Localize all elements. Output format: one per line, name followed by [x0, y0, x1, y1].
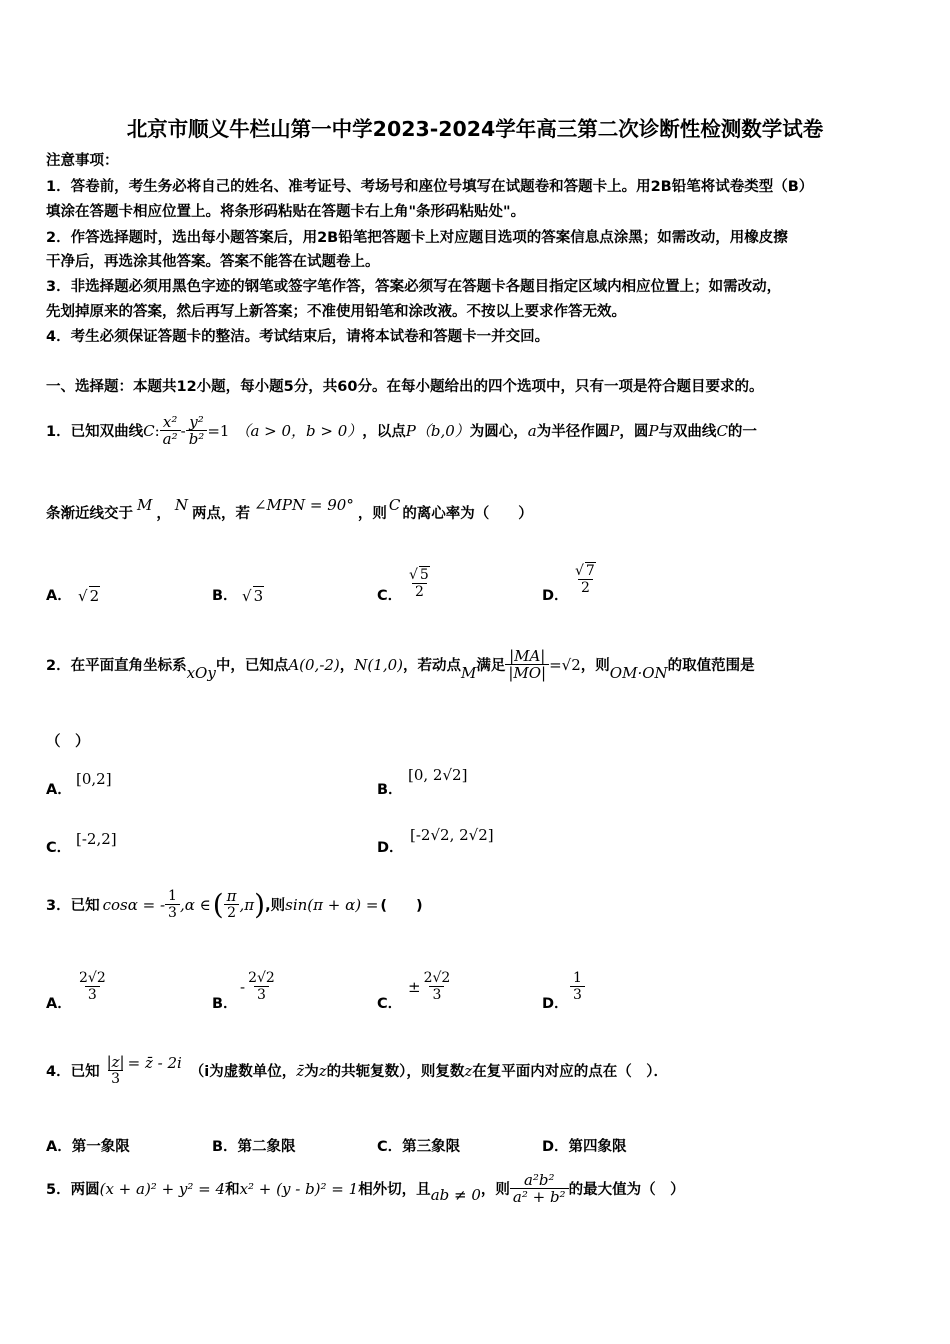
q3-option-d-den: 3: [570, 986, 585, 1003]
q2-option-c-value: [-2,2]: [76, 830, 117, 848]
question-5-line: [46, 1172, 685, 1205]
q2-math: OM·ON: [609, 663, 668, 682]
q2-text: ，则: [580, 658, 610, 674]
q4-math: = z̄ - 2i: [127, 1053, 182, 1072]
q1-frac-den: a²: [160, 430, 181, 447]
q3-frac-num: 1: [168, 888, 177, 904]
q2-math: N(1,0): [354, 655, 403, 674]
q1-option-d-num: √ 7: [575, 563, 595, 579]
q4-option-a: A．第一象限: [46, 1139, 130, 1155]
q3-pi-fraction: [224, 888, 240, 921]
q1-frac-num: x²: [162, 413, 178, 431]
notice-line: 先划掉原来的答案，然后再写上新答案；不准使用铅笔和涂改液。不按以上要求作答无效。: [46, 304, 626, 320]
q2-math: =√2: [549, 655, 581, 674]
q3-math: ,π: [239, 895, 255, 914]
q3-option-d-fraction: [570, 970, 585, 1003]
q2-option-b-value: [0, 2√2]: [408, 766, 468, 784]
q5-frac-den: a² + b²: [510, 1188, 569, 1205]
q3-option-c-sign: ±: [408, 977, 421, 996]
q3-text: ,则: [265, 898, 286, 914]
question-1-line-1: [46, 414, 757, 447]
q5-text: ，则: [480, 1182, 510, 1198]
q1-option-a-radicand: 2: [89, 587, 100, 605]
q5-text: 5．两圆: [46, 1182, 100, 1198]
q3-option-b-label: B．: [212, 996, 238, 1012]
q5-math: x² + (y - b)² = 1: [239, 1179, 359, 1198]
q2-math: M: [460, 663, 477, 682]
q1-math: ∠MPN = 90°: [253, 495, 354, 514]
q2-option-d-value: [-2√2, 2√2]: [410, 826, 494, 844]
q1-math: -: [180, 421, 186, 440]
q1-option-d-value: [572, 562, 599, 596]
q3-option-b-num: 2√2: [248, 970, 275, 986]
q4-text: 4．已知: [46, 1064, 100, 1080]
q1-math: C: [388, 495, 401, 514]
q4-option-c: C．第三象限: [377, 1139, 461, 1155]
notice-line: 2．作答选择题时，选出每小题答案后，用2B铅笔把答题卡上对应题目选项的答案信息点涂黑；如需改动，用橡皮擦: [46, 230, 788, 246]
q2-option-a-label: A．: [46, 782, 72, 798]
section-heading: 一、选择题：本题共12小题，每小题5分，共60分。在每小题给出的四个选项中，只有一项是符合题目要求的。: [46, 379, 764, 395]
q2-text: ，: [339, 658, 355, 674]
q2-fraction: [505, 648, 549, 681]
notice-line: 填涂在答题卡相应位置上。将条形码粘贴在答题卡右上角"条形码粘贴处"。: [46, 204, 526, 220]
q1-math: P: [648, 421, 659, 440]
q3-option-c-fraction: [421, 970, 454, 1003]
q1-fraction-y: [186, 414, 208, 447]
q1-option-c-num: √ 5: [409, 567, 429, 583]
q4-text: （i为虚数单位，: [189, 1064, 297, 1080]
q1-option-a-value: √ 2: [78, 587, 100, 605]
q3-option-d-label: D．: [542, 996, 569, 1012]
q3-option-b-fraction: [245, 970, 278, 1003]
q2-math: xOy: [186, 663, 216, 682]
notice-line: 干净后，再选涂其他答案。答案不能答在试题卷上。: [46, 254, 380, 270]
q4-math: z̄: [296, 1061, 305, 1080]
q3-option-b-den: 3: [254, 986, 269, 1003]
q2-math: A(0,-2): [288, 655, 340, 674]
q1-text: ，则: [357, 506, 387, 522]
q4-text: 的共轭复数），则复数: [326, 1064, 465, 1080]
q3-pi-num: π: [226, 887, 237, 905]
q3-option-c-value: [408, 970, 453, 1003]
question-2-line-1: [46, 648, 755, 681]
q1-math: a: [527, 421, 537, 440]
q2-frac-num: |MA|: [509, 647, 546, 665]
q3-option-a-fraction: [76, 970, 109, 1003]
q1-text: 的离心率为（ ）: [402, 506, 533, 522]
q1-text: ，: [156, 506, 171, 522]
question-1-line-2: [46, 495, 533, 523]
q2-text: 中，已知点: [215, 658, 289, 674]
q1-option-d-label: D．: [542, 588, 569, 604]
q3-paren-right: ): [254, 888, 266, 921]
q4-option-b: B．第二象限: [212, 1139, 296, 1155]
q1-option-d-fraction: [572, 562, 599, 596]
q3-frac-den: 3: [165, 904, 180, 921]
q5-math: (x + a)² + y² = 4: [99, 1179, 226, 1198]
q2-frac-den: |MO|: [505, 664, 549, 681]
q1-option-a-label: A．: [46, 588, 72, 604]
q3-math: cosα = -: [102, 895, 166, 914]
q1-option-c-radicand: 5: [419, 567, 429, 583]
q3-math: sin(π + α) =: [285, 895, 379, 914]
q1-text: 的一: [727, 424, 757, 440]
q2-text: 2．在平面直角坐标系: [46, 658, 187, 674]
q3-option-b-value: [240, 970, 278, 1003]
q3-text: 3．已知: [46, 898, 100, 914]
q4-text: 为: [304, 1064, 319, 1080]
q5-frac-num: a²b²: [523, 1171, 555, 1189]
q5-math: ab ≠ 0: [430, 1185, 481, 1204]
q1-math: （a > 0，b > 0）: [235, 422, 363, 440]
q3-option-d-value: [570, 970, 585, 1003]
q1-option-c-value: [406, 566, 433, 600]
q1-math: :: [154, 421, 160, 440]
notice-line: 1．答卷前，考生务必将自己的姓名、准考证号、考场号和座位号填写在试题卷和答题卡上。用2B铅笔将试卷类型（B）: [46, 179, 814, 195]
q3-option-a-label: A．: [46, 996, 72, 1012]
q1-text: 1．已知双曲线: [46, 424, 144, 440]
q1-math: P: [405, 421, 416, 440]
question-3-line: [46, 888, 423, 921]
q4-fraction: [104, 1054, 128, 1087]
q4-text: 在复平面内对应的点在（ ）．: [472, 1064, 668, 1080]
q3-option-d-num: 1: [573, 970, 582, 986]
q1-math: N: [174, 495, 188, 514]
q4-math: z: [464, 1061, 473, 1080]
question-4-line: [46, 1054, 668, 1087]
q1-math: C: [143, 421, 155, 440]
q3-option-b-sign: -: [240, 977, 246, 996]
q3-option-a-den: 3: [85, 986, 100, 1003]
q1-option-c-den: 2: [412, 583, 427, 600]
q1-option-d-radicand: 7: [585, 563, 595, 579]
notice-line: 3．非选择题必须用黑色字迹的钢笔或签字笔作答，答案必须写在答题卡各题目指定区域内相应位置上；如需改动，: [46, 279, 782, 295]
q2-option-b-label: B．: [377, 782, 403, 798]
q1-text: ，圆: [619, 424, 649, 440]
q1-fraction-x: [160, 414, 181, 447]
q4-math: z: [318, 1061, 327, 1080]
q1-option-c-label: C．: [377, 588, 403, 604]
q3-text: ( ): [380, 898, 423, 914]
q1-option-b-value: √ 3: [242, 587, 264, 605]
q2-option-d-label: D．: [377, 840, 404, 856]
q1-text: 为圆心，: [469, 424, 528, 440]
q3-option-a-num: 2√2: [79, 970, 106, 986]
q3-paren-left: (: [212, 888, 224, 921]
q2-option-c-label: C．: [46, 840, 72, 856]
q1-math: P: [609, 421, 620, 440]
q2-option-a-value: [0,2]: [76, 770, 112, 788]
q3-pi-den: 2: [224, 904, 239, 921]
q1-text: 与双曲线: [658, 424, 717, 440]
notice-line: 4．考生必须保证答题卡的整洁。考试结束后，请将本试卷和答题卡一并交回。: [46, 329, 550, 345]
q3-option-c-num: 2√2: [423, 970, 451, 986]
q1-text: 两点，若: [191, 506, 250, 522]
q1-math: M: [137, 495, 153, 514]
q1-option-b-label: B．: [212, 588, 238, 604]
q1-option-d-den: 2: [578, 579, 593, 596]
q2-text: 的取值范围是: [667, 658, 755, 674]
q2-text: ，若动点: [402, 658, 461, 674]
q1-option-c-fraction: [406, 566, 433, 600]
page-title: 北京市顺义牛栏山第一中学2023-2024学年高三第二次诊断性检测数学试卷: [126, 117, 824, 141]
q5-text: 和: [225, 1182, 240, 1198]
q1-frac-den: b²: [186, 430, 208, 447]
q2-paren: （ ）: [46, 734, 90, 750]
q4-frac-den: 3: [108, 1070, 123, 1087]
q5-text: 相外切，且: [358, 1182, 431, 1198]
q1-option-b-radicand: 3: [253, 587, 264, 605]
q2-text: 满足: [476, 658, 506, 674]
q3-option-c-den: 3: [429, 986, 444, 1003]
q1-text: 为半径作圆: [536, 424, 610, 440]
q1-math: =1: [207, 421, 230, 440]
q3-option-a-value: [76, 970, 109, 1003]
q5-fraction: [510, 1172, 569, 1205]
q1-frac-num: y²: [189, 413, 204, 431]
q4-frac-num: |z|: [106, 1053, 125, 1071]
q3-math: ,α ∈: [179, 895, 211, 914]
notice-heading: 注意事项：: [46, 153, 119, 169]
q1-math: C: [716, 421, 728, 440]
q1-math: （b,0）: [415, 422, 470, 440]
q3-option-c-label: C．: [377, 996, 403, 1012]
q1-text: ，以点: [362, 424, 406, 440]
q4-option-d: D．第四象限: [542, 1139, 627, 1155]
q3-fraction: [165, 888, 180, 921]
q5-text: 的最大值为（ ）: [568, 1182, 685, 1198]
q1-text: 条渐近线交于: [46, 506, 133, 522]
